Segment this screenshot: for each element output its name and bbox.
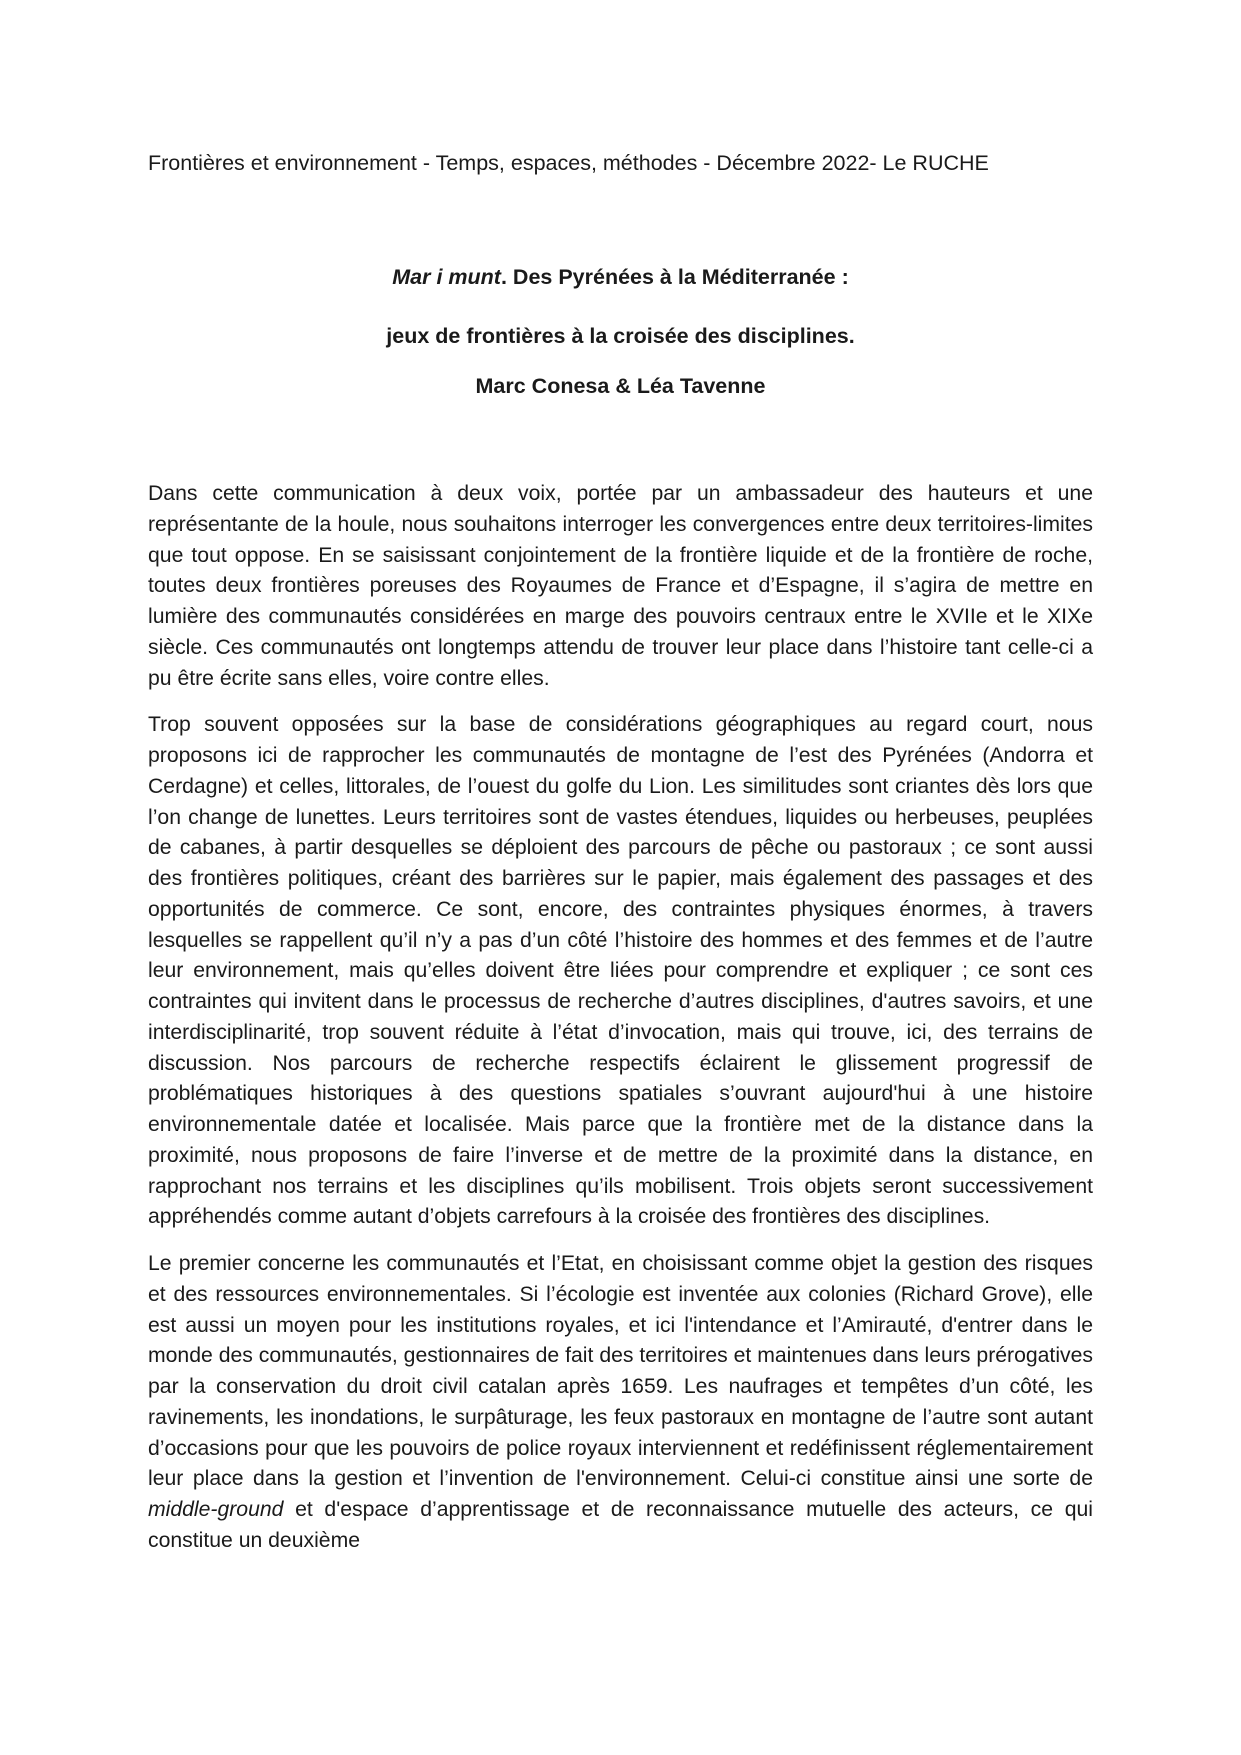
title-line-2: jeux de frontières à la croisée des disciplines.: [386, 324, 855, 348]
paragraph-2: Trop souvent opposées sur la base de considérations géographiques au regard court, nous proposons ici de rapprocher les communautés de montagne de l’est des Pyrénées (Andorra et Cerdagne) et celles, littorales, de l’ouest du golfe du Lion. Les similitudes sont criantes dès lors que l’on change de lunettes. Leurs territoires sont de vastes étendues, liquides ou herbeuses, peuplées de cabanes, à partir desquelles se déploient des parcours de pêche ou pastoraux ; ce sont aussi des frontières politiques, créant des barrières sur le papier, mais également des passages et des opportunités de commerce. Ce sont, encore, des contraintes physiques énormes, à travers lesquelles se rappellent qu’il n’y a pas d’un côté l’histoire des hommes et des femmes et de l’autre leur environnement, mais qu’elles doivent être liées pour comprendre et expliquer ; ce sont ces contraintes qui invitent dans le processus de recherche d’autres disciplines, d'autres savoirs, et une interdisciplinarité, trop souvent réduite à l’état d’invocation, mais qui trouve, ici, des terrains de discussion. Nos parcours de recherche respectifs éclairent le glissement progressif de problématiques historiques à des questions spatiales s’ouvrant aujourd'hui à une histoire environnementale datée et localisée. Mais parce que la frontière met de la distance dans la proximité, nous proposons de faire l’inverse et de mettre de la proximité dans la distance, en rapprochant nos terrains et les disciplines qu’ils mobilisent. Trois objets seront successivement appréhendés comme autant d’objets carrefours à la croisée des frontières des disciplines.: [148, 713, 1093, 1229]
paragraph-3-part-1: Le premier concerne les communautés et l’Etat, en choisissant comme objet la gestion des risques et des ressources environnementales. Si l’écologie est inventée aux colonies (Richard Grove), elle est aussi un moyen pour les institutions royales, et ici l'intendance et l’Amirauté, d'entrer dans le monde des communautés, gestionnaires de fait des territoires et maintenues dans leurs prérogatives par la conservation du droit civil catalan après 1659. Les naufrages et tempêtes d’un côté, les ravinements, les inondations, le surpâturage, les feux pastoraux en montagne de l’autre sont autant d’occasions pour que les pouvoirs de police royaux interviennent et redéfinissent réglementairement leur place dans la gestion et l’invention de l'environnement. Celui-ci constitue ainsi une sorte de: [148, 1252, 1093, 1491]
title-line-1-rest: . Des Pyrénées à la Méditerranée :: [500, 265, 849, 289]
paragraph-3-part-2: et d'espace d’apprentissage et de reconnaissance mutuelle des acteurs, ce qui constitue un deuxième: [148, 1498, 1093, 1552]
title-line-1: [148, 262, 1093, 292]
running-header: Frontières et environnement - Temps, espaces, méthodes - Décembre 2022- Le RUCHE: [148, 151, 989, 175]
authors-line: Marc Conesa & Léa Tavenne: [475, 374, 766, 398]
body-text: [148, 479, 1093, 1573]
paragraph-3-italic: middle-ground: [148, 1498, 284, 1521]
paragraph-3: [148, 1249, 1093, 1557]
title-italic-part: Mar i munt: [392, 265, 501, 289]
paragraph-1: Dans cette communication à deux voix, portée par un ambassadeur des hauteurs et une représentante de la houle, nous souhaitons interroger les convergences entre deux territoires-limites que tout oppose. En se saisissant conjointement de la frontière liquide et de la frontière de roche, toutes deux frontières poreuses des Royaumes de France et d’Espagne, il s’agira de mettre en lumière des communautés considérées en marge des pouvoirs centraux entre le XVIIe et le XIXe siècle. Ces communautés ont longtemps attendu de trouver leur place dans l’histoire tant celle-ci a pu être écrite sans elles, voire contre elles.: [148, 482, 1093, 690]
